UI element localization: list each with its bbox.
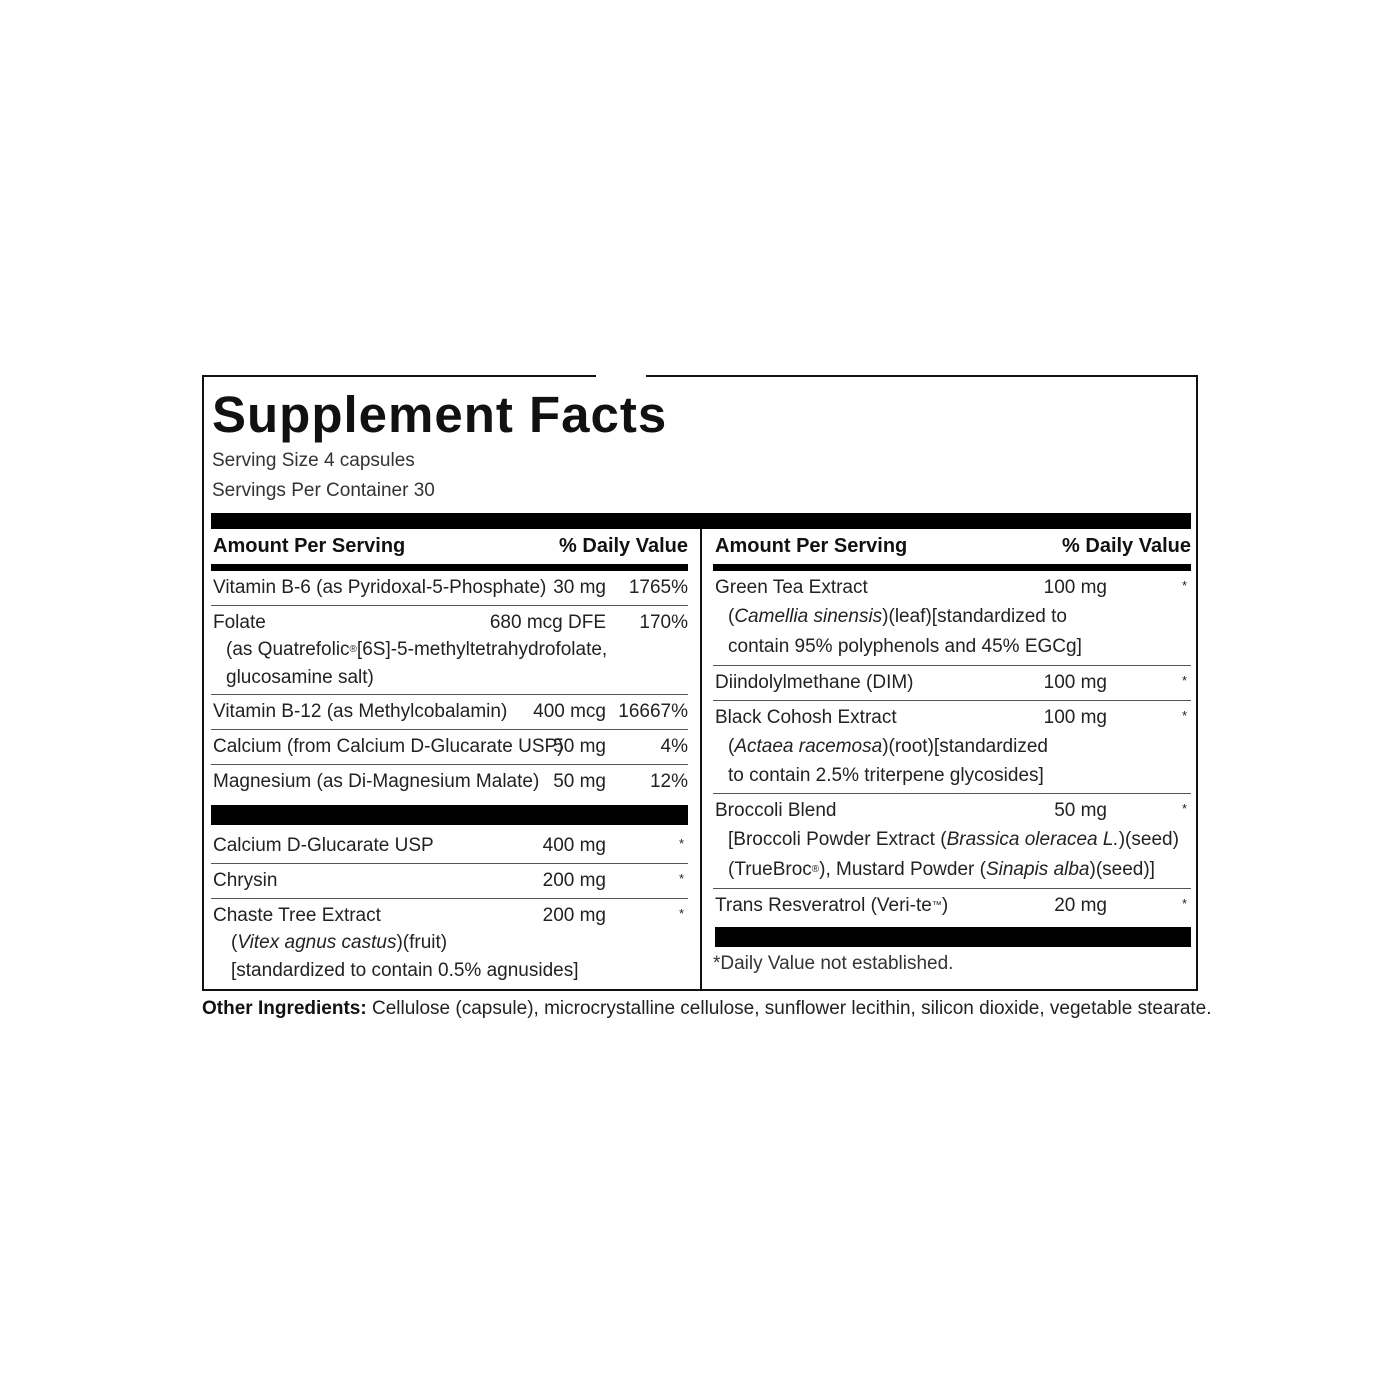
ingredient-detail: [Broccoli Powder Extract (Brassica oleracea L.)(seed) [728, 829, 1179, 850]
daily-value-heading: % Daily Value [559, 535, 688, 557]
ingredient-amount: 20 mg [1054, 895, 1107, 916]
ingredient-detail: to contain 2.5% triterpene glycosides] [728, 765, 1044, 786]
section-separator-bar [211, 805, 688, 825]
nutrient-row [211, 765, 688, 799]
nutrient-detail: glucosamine salt) [226, 667, 374, 688]
right-column [713, 529, 1191, 923]
ingredient-row [211, 829, 688, 864]
ingredient-amount: 200 mg [542, 870, 606, 891]
nutrient-daily-value: 12% [649, 771, 688, 792]
nutrient-name: Vitamin B-12 (as Methylcobalamin) [213, 701, 508, 722]
nutrient-row [211, 571, 688, 606]
footer-thick-rule [715, 927, 1191, 947]
amount-per-serving-heading: Amount Per Serving [715, 535, 908, 557]
nutrient-name: Vitamin B-6 (as Pyridoxal-5-Phosphate) [213, 577, 547, 598]
ingredient-name: Calcium D-Glucarate USP [213, 835, 434, 856]
ingredient-name: Chrysin [213, 870, 278, 891]
daily-value-asterisk: * [678, 871, 684, 886]
other-ingredients [202, 998, 1212, 1020]
ingredient-name: Green Tea Extract [715, 577, 868, 598]
nutrient-name: Folate [213, 612, 266, 633]
daily-value-asterisk: * [1181, 896, 1187, 911]
nutrient-row [211, 606, 688, 695]
ingredient-amount: 100 mg [1043, 672, 1107, 693]
ingredient-amount: 100 mg [1043, 577, 1107, 598]
daily-value-asterisk: * [678, 906, 684, 921]
amount-per-serving-heading: Amount Per Serving [213, 535, 406, 557]
ingredient-name: Broccoli Blend [715, 800, 837, 821]
header-rule [211, 564, 688, 571]
servings-per-container: Servings Per Container 30 [212, 480, 435, 501]
ingredient-name: Black Cohosh Extract [715, 707, 897, 728]
nutrient-name: Magnesium (as Di-Magnesium Malate) [213, 771, 540, 792]
border-gap [596, 373, 646, 377]
ingredient-row [211, 864, 688, 899]
nutrient-daily-value: 1765% [628, 577, 688, 598]
registered-mark: ® [811, 864, 820, 875]
ingredient-detail: (Actaea racemosa)(root)[standardized [728, 736, 1048, 757]
ingredient-row [211, 899, 688, 987]
nutrient-row [211, 730, 688, 765]
serving-size: Serving Size 4 capsules [212, 450, 415, 471]
ingredient-row [713, 701, 1191, 794]
nutrient-daily-value: 170% [639, 612, 688, 633]
daily-value-asterisk: * [1181, 673, 1187, 688]
nutrient-amount: 50 mg [553, 736, 606, 757]
ingredient-row [713, 571, 1191, 666]
ingredient-name: Diindolylmethane (DIM) [715, 672, 914, 693]
nutrient-row [211, 695, 688, 730]
ingredient-detail: [standardized to contain 0.5% agnusides] [231, 960, 579, 981]
column-divider [700, 529, 702, 991]
ingredient-row [713, 794, 1191, 889]
ingredient-row [713, 889, 1191, 923]
ingredient-amount: 100 mg [1043, 707, 1107, 728]
ingredient-detail: (Vitex agnus castus)(fruit) [231, 932, 448, 953]
registered-mark: ® [349, 644, 357, 655]
nutrient-amount: 30 mg [553, 577, 606, 598]
nutrient-detail: (as Quatrefolic®[6S]-5-methyltetrahydrofolate, [226, 639, 608, 660]
trademark-mark: ™ [931, 900, 942, 911]
other-ingredients-text: Cellulose (capsule), microcrystalline cellulose, sunflower lecithin, silicon dioxide, vegetable stearate. [366, 998, 1212, 1019]
ingredient-amount: 400 mg [542, 835, 606, 856]
nutrient-amount: 400 mcg [533, 701, 606, 722]
nutrient-daily-value: 4% [660, 736, 688, 757]
ingredient-name: Chaste Tree Extract [213, 905, 381, 926]
right-column-header [713, 529, 1191, 564]
daily-value-asterisk: * [1181, 578, 1187, 593]
ingredient-detail: contain 95% polyphenols and 45% EGCg] [728, 636, 1082, 657]
nutrient-daily-value: 16667% [618, 701, 688, 722]
label-title: Supplement Facts [212, 386, 668, 443]
daily-value-asterisk: * [1181, 801, 1187, 816]
ingredient-row [713, 666, 1191, 701]
daily-value-asterisk: * [1181, 708, 1187, 723]
daily-value-footnote: *Daily Value not established. [713, 953, 954, 974]
header-rule [713, 564, 1191, 571]
ingredient-detail: (TrueBroc®), Mustard Powder (Sinapis alba)(seed)] [728, 859, 1155, 880]
ingredient-name: Trans Resveratrol (Veri-te™) [715, 895, 949, 916]
other-ingredients-label: Other Ingredients: [202, 998, 367, 1019]
nutrient-amount: 50 mg [553, 771, 606, 792]
ingredient-detail: (Camellia sinensis)(leaf)[standardized to [728, 606, 1067, 627]
left-column [211, 529, 688, 987]
nutrient-amount: 680 mcg DFE [489, 612, 606, 633]
left-column-header [211, 529, 688, 564]
daily-value-asterisk: * [678, 836, 684, 851]
nutrient-name: Calcium (from Calcium D-Glucarate USP) [213, 736, 564, 757]
header-thick-rule [211, 513, 1191, 529]
daily-value-heading: % Daily Value [1062, 535, 1191, 557]
ingredient-amount: 50 mg [1054, 800, 1107, 821]
ingredient-amount: 200 mg [542, 905, 606, 926]
